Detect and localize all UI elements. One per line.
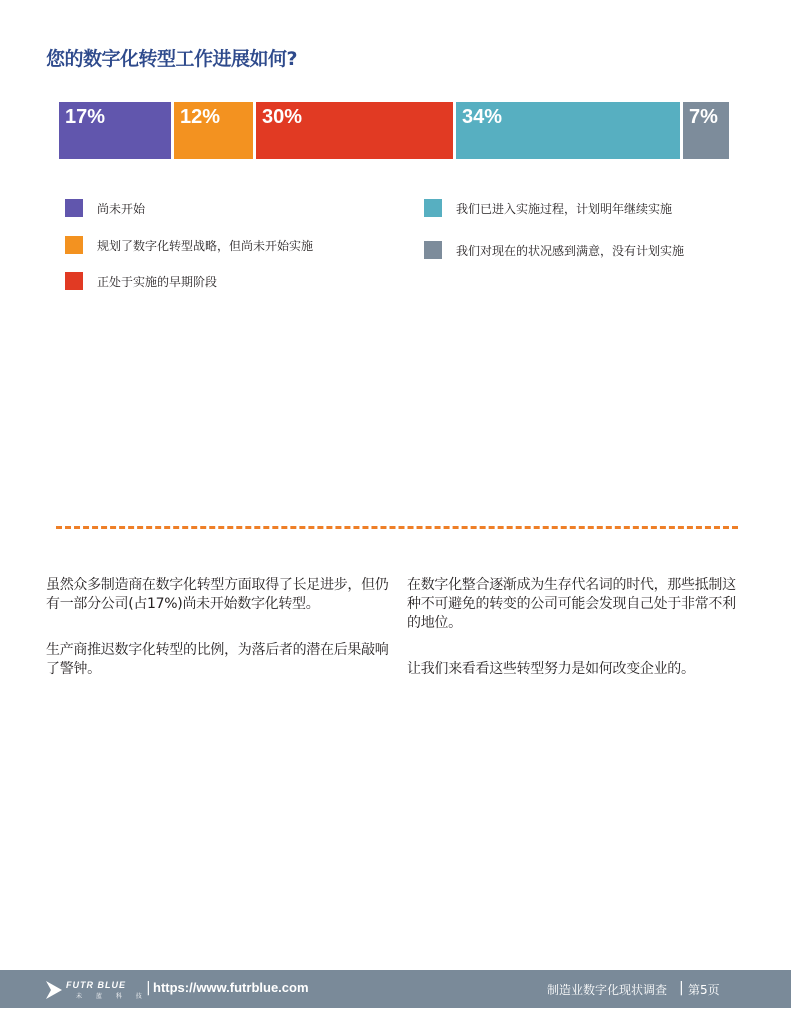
page-title: 您的数字化转型工作进展如何? [46,48,298,70]
logo-arrow-icon [44,979,64,1001]
page-footer [0,970,791,1008]
legend-swatch [65,236,83,254]
stacked-bar-chart [59,102,729,159]
footer-separator: | [146,980,151,996]
legend-label: 我们对现在的状况感到满意，没有计划实施 [456,243,685,258]
bar-segment: 30% [256,102,453,159]
legend-item [65,272,217,290]
legend-label: 尚未开始 [97,201,146,216]
footer-page-number: 第5页 [688,983,720,997]
footer-url-link[interactable]: https://www.futrblue.com [153,980,309,995]
body-paragraph-left-1: 虽然众多制造商在数字化转型方面取得了长足进步，但仍有一部分公司(占17%)尚未开始数字化转型。 [46,577,389,612]
legend-label: 我们已进入实施过程，计划明年继续实施 [456,201,673,216]
futrblue-logo [44,979,148,1001]
logo-subtext: 未 蓝 科 技 [76,993,148,1000]
bar-segment: 12% [174,102,253,159]
legend-item [424,241,684,259]
legend-item [65,199,145,217]
legend-label: 规划了数字化转型战略，但尚未开始实施 [97,238,314,253]
dashed-divider [56,526,738,529]
legend-label: 正处于实施的早期阶段 [97,274,218,289]
logo-text: FUTR BLUE [66,980,126,990]
footer-separator-2: | [679,980,684,996]
body-paragraph-right-1: 在数字化整合逐渐成为生存代名词的时代，那些抵制这种不可避免的转变的公司可能会发现自己处于非常不利的地位。 [407,577,736,631]
bar-segment: 17% [59,102,171,159]
body-paragraph-right-2: 让我们来看看这些转型努力是如何改变企业的。 [407,661,695,677]
legend-swatch [424,199,442,217]
legend-item [424,199,672,217]
bar-segment: 7% [683,102,729,159]
body-paragraph-left-2: 生产商推迟数字化转型的比例，为落后者的潜在后果敲响了警钟。 [46,642,389,677]
bar-segment: 34% [456,102,680,159]
legend-swatch [65,199,83,217]
legend-item [65,236,313,254]
legend-swatch [424,241,442,259]
legend-swatch [65,272,83,290]
footer-report-title: 制造业数字化现状调查 [547,983,668,997]
